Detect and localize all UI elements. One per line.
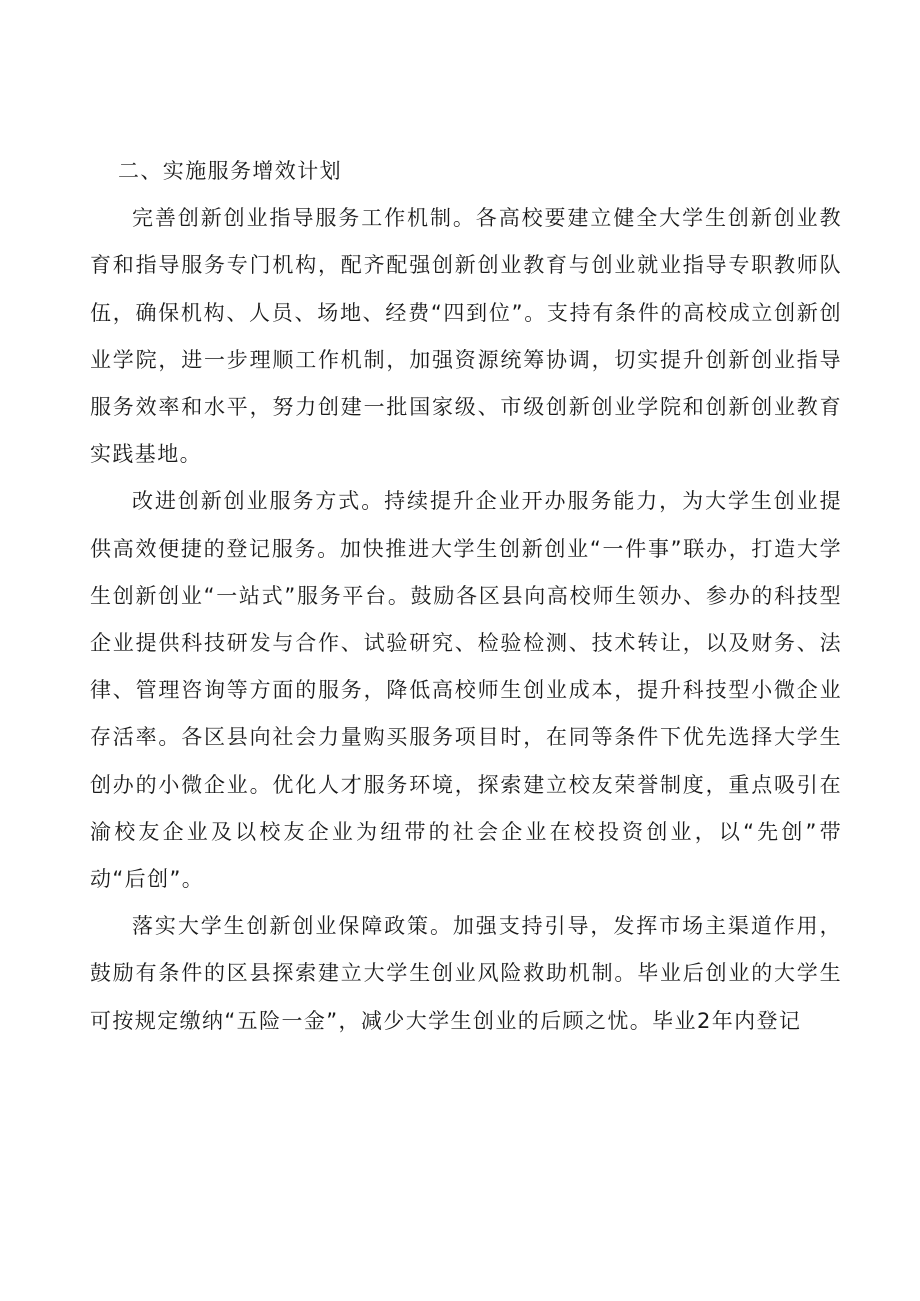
paragraph-service-methods: 改进创新创业服务方式。持续提升企业开办服务能力，为大学生创业提供高效便捷的登记服务。加快推进大学生创新创业“一件事”联办，打造大学生创新创业“一站式”服务平台。鼓励各区县向高校师生领办、参办的科技型企业提供科技研发与合作、试验研究、检验检测、技术转让，以及财务、法律、管理咨询等方面的服务，降低高校师生创业成本，提升科技型小微企业存活率。各区县向社会力量购买服务项目时，在同等条件下优先选择大学生创办的小微企业。优化人才服务环境，探索建立校友荣誉制度，重点吸引在渝校友企业及以校友企业为纽带的社会企业在校投资创业，以“先创”带动“后创”。 bbox=[90, 489, 842, 892]
document-body bbox=[90, 148, 842, 1045]
paragraph-service-mechanism: 完善创新创业指导服务工作机制。各高校要建立健全大学生创新创业教育和指导服务专门机构，配齐配强创新创业教育与创业就业指导专职教师队伍，确保机构、人员、场地、经费“四到位”。支持有条件的高校成立创新创业学院，进一步理顺工作机制，加强资源统筹协调，切实提升创新创业指导服务效率和水平，努力创建一批国家级、市级创新创业学院和创新创业教育实践基地。 bbox=[90, 206, 842, 467]
paragraph-support-policies: 落实大学生创新创业保障政策。加强支持引导，发挥市场主渠道作用，鼓励有条件的区县探索建立大学生创业风险救助机制。毕业后创业的大学生可按规定缴纳“五险一金”，减少大学生创业的后顾之忧。毕业2年内登记 bbox=[90, 914, 842, 1033]
section-heading: 二、实施服务增效计划 bbox=[118, 159, 342, 183]
